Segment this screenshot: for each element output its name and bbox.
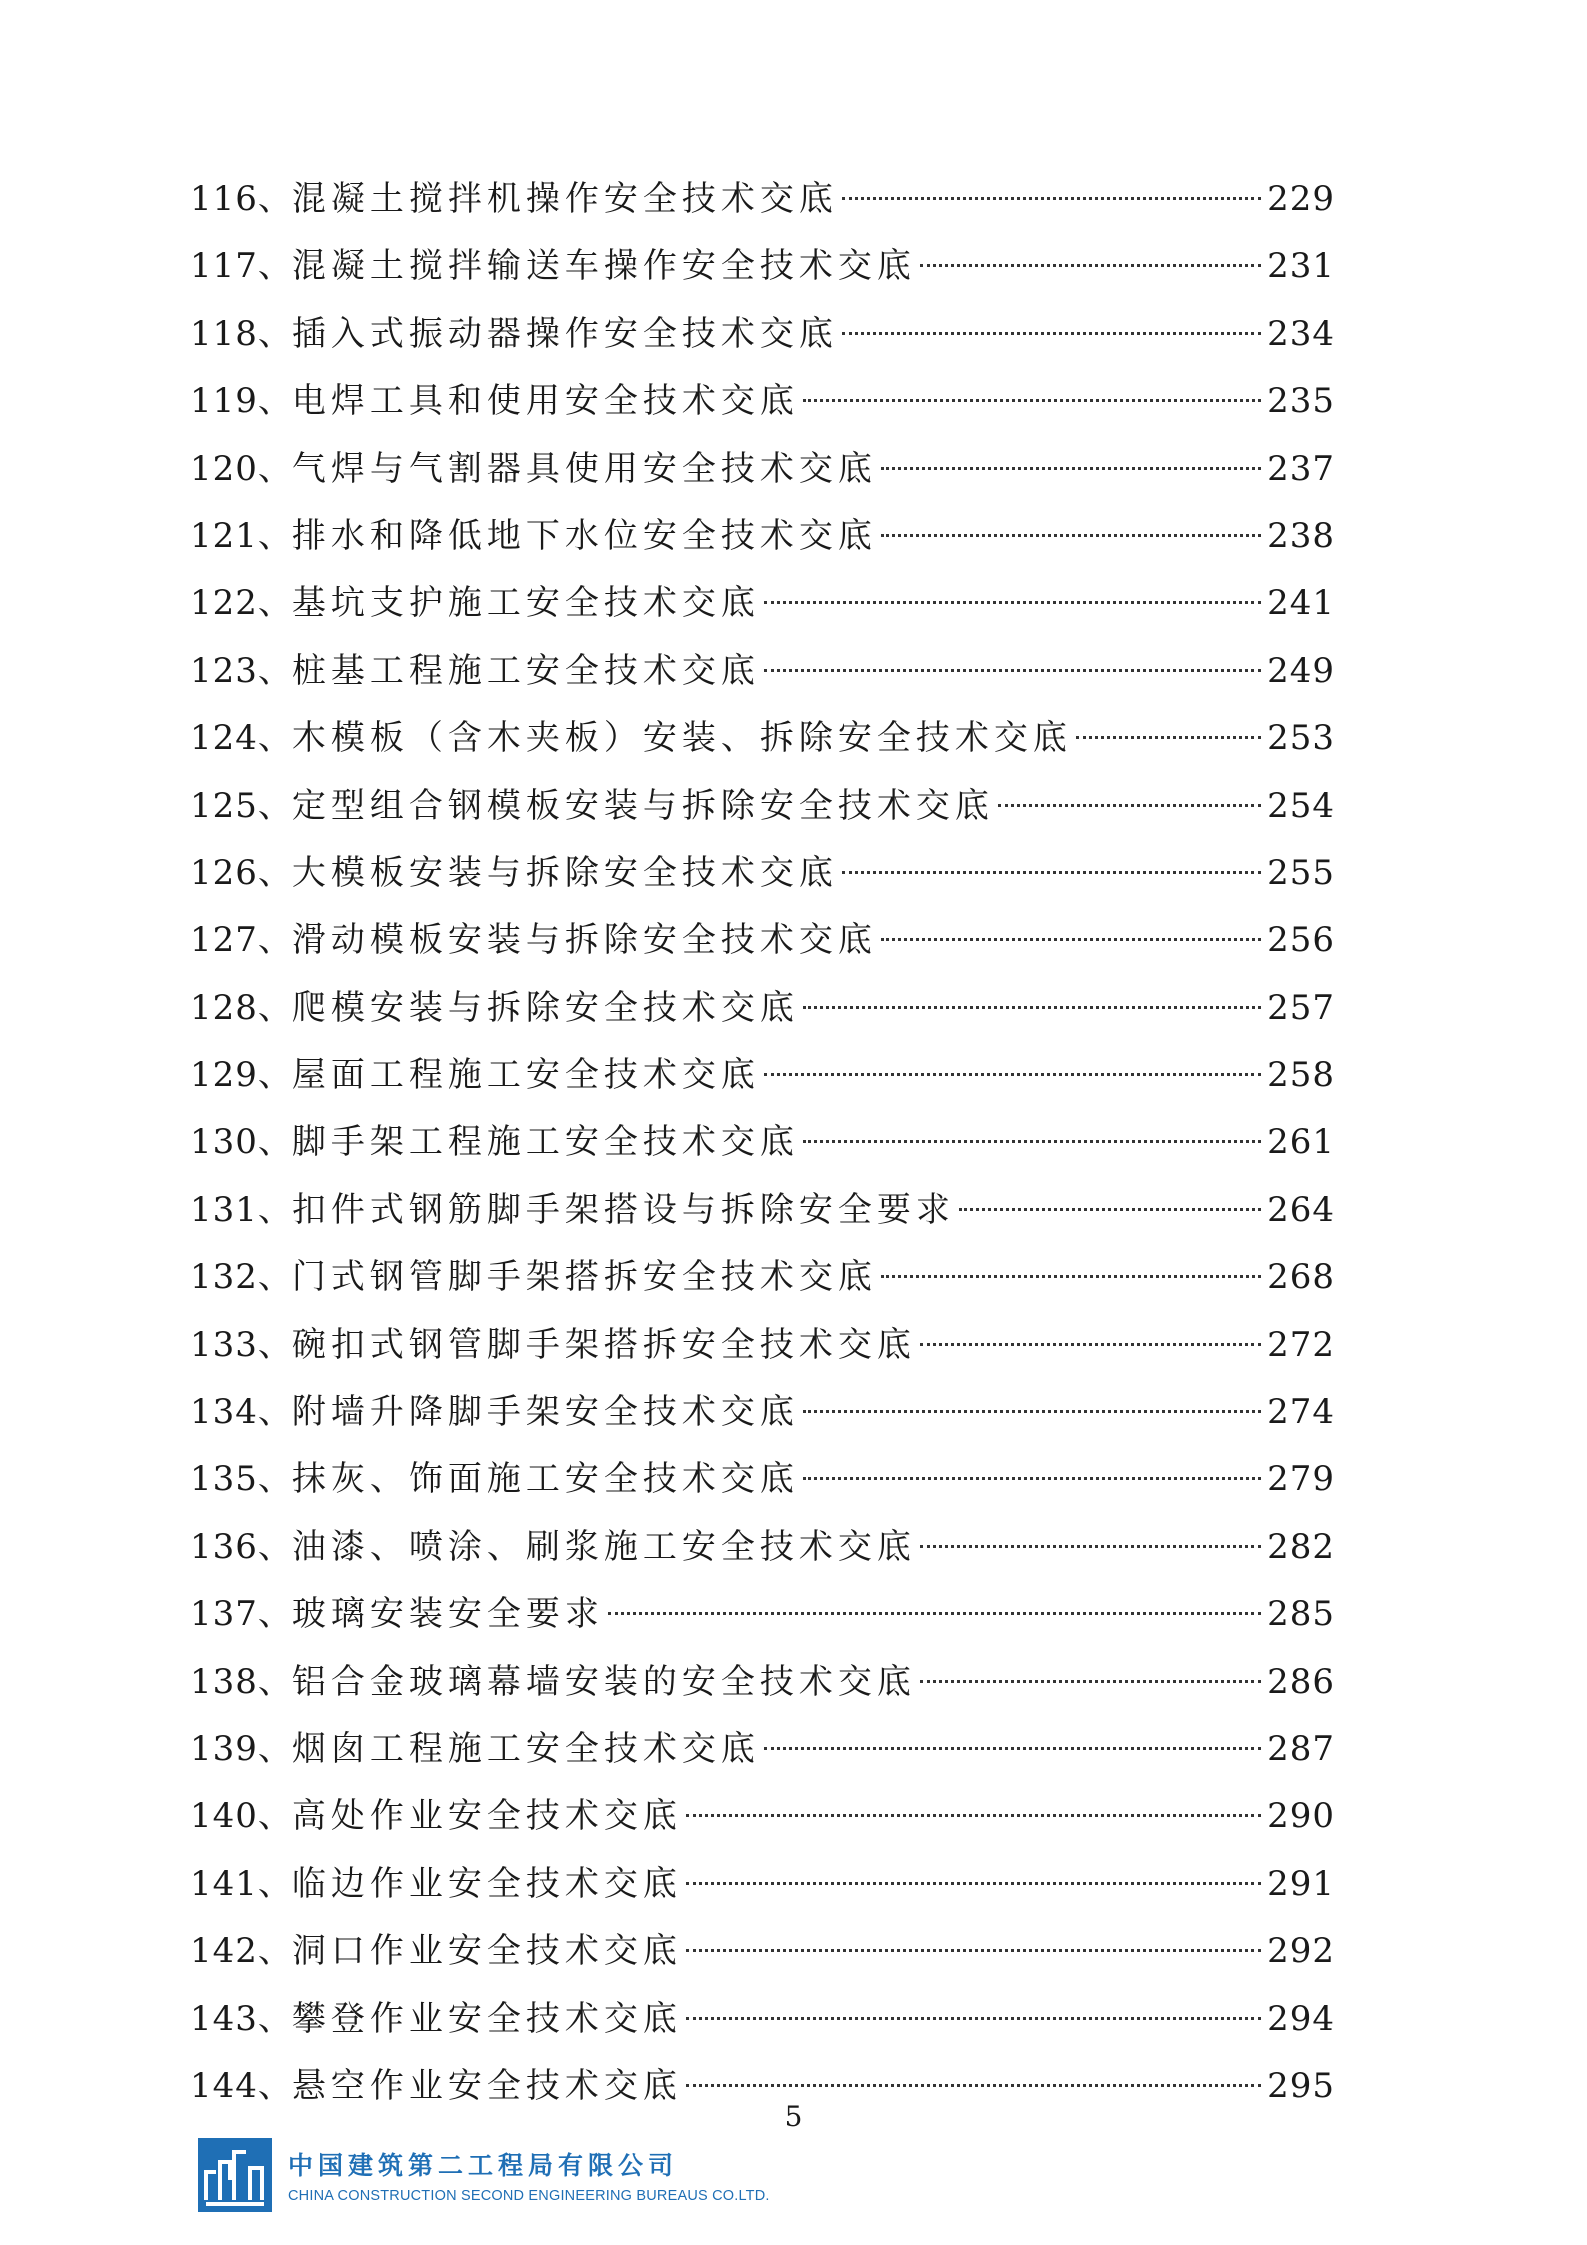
toc-entry-number: 124	[190, 718, 258, 759]
toc-dot-leader	[842, 332, 1261, 335]
toc-entry-number: 133	[190, 1324, 258, 1365]
toc-entry[interactable]	[190, 1177, 1335, 1244]
toc-entry-page: 256	[1267, 920, 1335, 961]
toc-entry-separator: 、	[257, 987, 292, 1028]
toc-dot-leader	[608, 1612, 1261, 1615]
toc-entry-title: 排水和降低地下水位安全技术交底	[291, 515, 877, 556]
company-name-en: CHINA CONSTRUCTION SECOND ENGINEERING BUREAUS CO.LTD.	[288, 2188, 770, 2204]
toc-entry-page: 254	[1267, 785, 1335, 826]
toc-entry-number: 142	[190, 1931, 258, 1972]
toc-dot-leader	[881, 938, 1261, 941]
company-name-cn: 中国建筑第二工程局有限公司	[288, 2151, 679, 2180]
toc-entry-separator: 、	[257, 650, 292, 691]
toc-entry-number: 138	[190, 1661, 258, 1702]
toc-entry[interactable]	[190, 1379, 1335, 1446]
toc-entry-page: 272	[1267, 1324, 1335, 1365]
toc-entry-separator: 、	[257, 2065, 292, 2106]
toc-entry-separator: 、	[257, 1189, 292, 1230]
toc-dot-leader	[803, 1140, 1261, 1143]
toc-entry-separator: 、	[257, 1122, 292, 1163]
toc-entry-number: 125	[190, 785, 258, 826]
toc-entry[interactable]	[190, 638, 1335, 705]
toc-entry-separator: 、	[257, 718, 292, 759]
toc-dot-leader	[764, 1073, 1261, 1076]
toc-entry-number: 116	[190, 179, 258, 219]
toc-dot-leader	[920, 1680, 1261, 1683]
toc-entry-number: 127	[190, 920, 258, 961]
toc-entry-number: 122	[190, 583, 258, 624]
toc-entry-separator: 、	[257, 246, 292, 287]
toc-entry[interactable]	[190, 1446, 1335, 1513]
toc-entry-separator: 、	[257, 1796, 292, 1837]
toc-entry-title: 附墙升降脚手架安全技术交底	[291, 1392, 799, 1433]
toc-entry[interactable]	[190, 705, 1335, 772]
footer	[198, 2138, 770, 2212]
toc-entry[interactable]	[190, 907, 1335, 974]
toc-entry[interactable]	[190, 1851, 1335, 1918]
toc-entry-separator: 、	[257, 1661, 292, 1702]
toc-entry-separator: 、	[257, 1998, 292, 2039]
toc-entry-title: 门式钢管脚手架搭拆安全技术交底	[291, 1257, 877, 1298]
toc-entry-title: 碗扣式钢管脚手架搭拆安全技术交底	[291, 1324, 916, 1365]
toc-entry-separator: 、	[257, 179, 292, 219]
toc-entry-title: 油漆、喷涂、刷浆施工安全技术交底	[291, 1526, 916, 1567]
toc-entry-separator: 、	[257, 1459, 292, 1500]
toc-entry-title: 临边作业安全技术交底	[291, 1863, 682, 1904]
toc-entry[interactable]	[190, 1918, 1335, 1985]
toc-entry-number: 126	[190, 852, 258, 893]
toc-entry-number: 135	[190, 1459, 258, 1500]
toc-entry-number: 140	[190, 1796, 258, 1837]
toc-entry-title: 电焊工具和使用安全技术交底	[291, 381, 799, 422]
toc-entry-title: 高处作业安全技术交底	[291, 1796, 682, 1837]
toc-entry-page: 274	[1267, 1392, 1335, 1433]
toc-entry-page: 279	[1267, 1459, 1335, 1500]
toc-entry-title: 洞口作业安全技术交底	[291, 1931, 682, 1972]
toc-entry-number: 117	[190, 246, 258, 287]
cscec-logo-mark	[198, 2138, 272, 2212]
toc-entry-title: 气焊与气割器具使用安全技术交底	[291, 448, 877, 489]
toc-entry-page: 255	[1267, 852, 1335, 893]
toc-entry-separator: 、	[257, 381, 292, 422]
toc-entry-number: 123	[190, 650, 258, 691]
toc-entry-number: 144	[190, 2065, 258, 2106]
toc-entry[interactable]	[190, 436, 1335, 503]
toc-entry-page: 261	[1267, 1122, 1335, 1163]
toc-entry-page: 282	[1267, 1526, 1335, 1567]
toc-entry[interactable]	[190, 368, 1335, 435]
toc-dot-leader	[1076, 736, 1261, 739]
toc-entry-separator: 、	[257, 1728, 292, 1769]
toc-entry-title: 悬空作业安全技术交底	[291, 2065, 682, 2106]
toc-dot-leader	[803, 1477, 1261, 1480]
toc-entry-page: 294	[1267, 1998, 1335, 2039]
toc-entry-page: 249	[1267, 650, 1335, 691]
toc-dot-leader	[686, 1882, 1261, 1885]
toc-entry-number: 136	[190, 1526, 258, 1567]
toc-entry[interactable]	[190, 1649, 1335, 1716]
toc-entry[interactable]	[190, 503, 1335, 570]
toc-entry-title: 脚手架工程施工安全技术交底	[291, 1122, 799, 1163]
toc-dot-leader	[803, 399, 1261, 402]
toc-entry-separator: 、	[257, 313, 292, 354]
toc-dot-leader	[803, 1410, 1261, 1413]
toc-entry-number: 131	[190, 1189, 258, 1230]
toc-dot-leader	[842, 197, 1261, 200]
toc-dot-leader	[920, 264, 1261, 267]
toc-entry-separator: 、	[257, 1055, 292, 1096]
toc-entry[interactable]	[190, 1312, 1335, 1379]
toc-entry[interactable]	[190, 840, 1335, 907]
toc-dot-leader	[764, 1747, 1261, 1750]
toc-entry-number: 134	[190, 1392, 258, 1433]
toc-entry-separator: 、	[257, 1931, 292, 1972]
toc-entry-number: 130	[190, 1122, 258, 1163]
toc-entry-title: 烟囱工程施工安全技术交底	[291, 1728, 760, 1769]
toc-dot-leader	[920, 1343, 1261, 1346]
toc-dot-leader	[686, 2017, 1261, 2020]
toc-entry-page: 231	[1267, 246, 1335, 287]
toc-entry-title: 玻璃安装安全要求	[291, 1594, 604, 1635]
toc-dot-leader	[764, 669, 1261, 672]
toc-entry-separator: 、	[257, 920, 292, 961]
toc-dot-leader	[881, 1275, 1261, 1278]
toc-entry[interactable]	[190, 301, 1335, 368]
toc-entry[interactable]	[190, 233, 1335, 300]
toc-entry-title: 扣件式钢筋脚手架搭设与拆除安全要求	[291, 1189, 955, 1230]
toc-entry-page: 234	[1267, 313, 1335, 354]
toc-entry-separator: 、	[257, 852, 292, 893]
toc-entry-page: 291	[1267, 1863, 1335, 1904]
toc-entry-separator: 、	[257, 1324, 292, 1365]
toc-entry-page: 237	[1267, 448, 1335, 489]
toc-entry-number: 129	[190, 1055, 258, 1096]
toc-entry-number: 118	[190, 313, 258, 354]
toc-entry-page: 258	[1267, 1055, 1335, 1096]
toc-entry-page: 253	[1267, 718, 1335, 759]
toc-entry-title: 抹灰、饰面施工安全技术交底	[291, 1459, 799, 1500]
toc-entry-separator: 、	[257, 1392, 292, 1433]
toc-dot-leader	[686, 2084, 1261, 2087]
toc-entry[interactable]	[190, 1986, 1335, 2053]
toc-dot-leader	[881, 534, 1261, 537]
toc-entry-page: 235	[1267, 381, 1335, 422]
toc-entry-number: 120	[190, 448, 258, 489]
toc-entry-page: 286	[1267, 1661, 1335, 1702]
page-number: 5	[784, 2100, 803, 2133]
toc-dot-leader	[686, 1949, 1261, 1952]
cscec-logo-icon	[198, 2138, 272, 2212]
toc-dot-leader	[881, 467, 1261, 470]
toc-entry-title: 滑动模板安装与拆除安全技术交底	[291, 920, 877, 961]
toc-entry[interactable]	[190, 975, 1335, 1042]
toc-entry-number: 119	[190, 381, 258, 422]
toc-entry-title: 混凝土搅拌输送车操作安全技术交底	[291, 246, 916, 287]
toc-entry-number: 137	[190, 1594, 258, 1635]
toc-entry[interactable]	[190, 1514, 1335, 1581]
toc-entry-title: 插入式振动器操作安全技术交底	[291, 313, 838, 354]
toc-entry[interactable]	[190, 1244, 1335, 1311]
toc-entry-page: 257	[1267, 987, 1335, 1028]
toc-entry-separator: 、	[257, 1526, 292, 1567]
toc-entry-title: 攀登作业安全技术交底	[291, 1998, 682, 2039]
toc-entry-title: 定型组合钢模板安装与拆除安全技术交底	[291, 785, 994, 826]
toc-entry-number: 141	[190, 1863, 258, 1904]
toc-entry-title: 桩基工程施工安全技术交底	[291, 650, 760, 691]
toc-entry-page: 287	[1267, 1728, 1335, 1769]
toc-entry-page: 268	[1267, 1257, 1335, 1298]
toc-entry-title: 爬模安装与拆除安全技术交底	[291, 987, 799, 1028]
toc-entry-separator: 、	[257, 785, 292, 826]
toc-entry[interactable]	[190, 1581, 1335, 1648]
toc-entry[interactable]	[190, 166, 1335, 233]
toc-entry-separator: 、	[257, 448, 292, 489]
toc-entry-page: 290	[1267, 1796, 1335, 1837]
toc-dot-leader	[764, 601, 1261, 604]
toc-entry-separator: 、	[257, 1863, 292, 1904]
toc-entry[interactable]	[190, 773, 1335, 840]
toc-entry[interactable]	[190, 1783, 1335, 1850]
toc-entry[interactable]	[190, 1109, 1335, 1176]
toc-dot-leader	[803, 1006, 1261, 1009]
toc-entry-separator: 、	[257, 1594, 292, 1635]
toc-dot-leader	[686, 1814, 1261, 1817]
toc-entry-title: 木模板（含木夹板）安装、拆除安全技术交底	[291, 718, 1072, 759]
table-of-contents	[190, 166, 1335, 2120]
toc-entry-number: 128	[190, 987, 258, 1028]
toc-entry-title: 基坑支护施工安全技术交底	[291, 583, 760, 624]
toc-entry-title: 混凝土搅拌机操作安全技术交底	[291, 179, 838, 219]
toc-entry[interactable]	[190, 570, 1335, 637]
toc-entry-page: 292	[1267, 1931, 1335, 1972]
toc-entry[interactable]	[190, 1716, 1335, 1783]
toc-entry-number: 143	[190, 1998, 258, 2039]
toc-entry-title: 大模板安装与拆除安全技术交底	[291, 852, 838, 893]
toc-entry-page: 241	[1267, 583, 1335, 624]
toc-entry-separator: 、	[257, 583, 292, 624]
toc-entry-number: 139	[190, 1728, 258, 1769]
toc-dot-leader	[842, 871, 1261, 874]
toc-entry-title: 铝合金玻璃幕墙安装的安全技术交底	[291, 1661, 916, 1702]
toc-entry-separator: 、	[257, 1257, 292, 1298]
toc-entry[interactable]	[190, 1042, 1335, 1109]
toc-entry-number: 132	[190, 1257, 258, 1298]
company-name-block	[288, 2146, 770, 2204]
toc-entry-page: 229	[1267, 179, 1335, 219]
toc-entry-page: 264	[1267, 1189, 1335, 1230]
toc-dot-leader	[998, 804, 1261, 807]
toc-entry-page: 295	[1267, 2065, 1335, 2106]
toc-entry-page: 285	[1267, 1594, 1335, 1635]
toc-entry-title: 屋面工程施工安全技术交底	[291, 1055, 760, 1096]
toc-dot-leader	[959, 1208, 1261, 1211]
toc-entry-number: 121	[190, 515, 258, 556]
toc-dot-leader	[920, 1545, 1261, 1548]
toc-entry-separator: 、	[257, 515, 292, 556]
toc-entry-page: 238	[1267, 515, 1335, 556]
